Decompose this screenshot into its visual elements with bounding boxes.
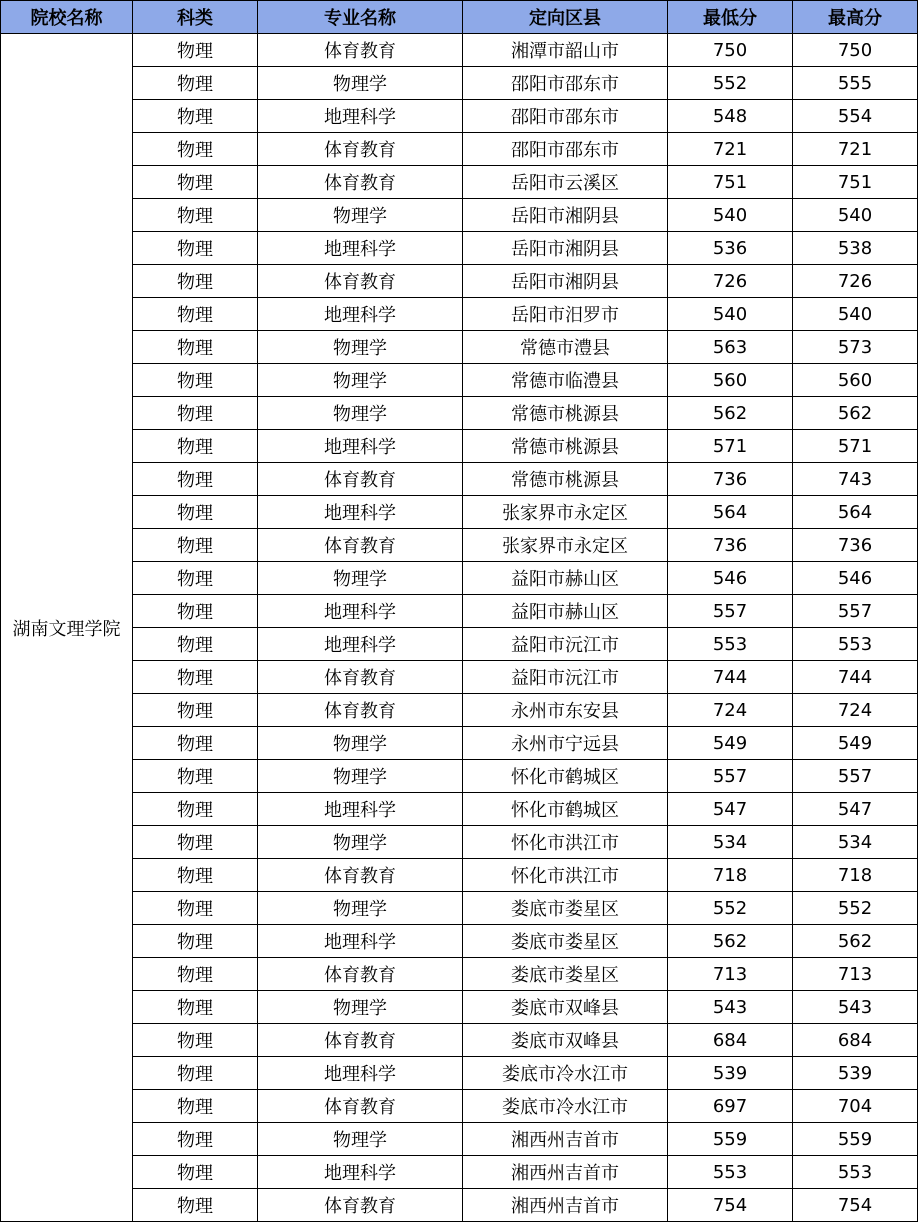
table-row <box>1 1189 918 1222</box>
major-name-cell: 物理学 <box>258 67 463 100</box>
min-score-cell: 724 <box>668 694 793 727</box>
target-district-cell: 娄底市双峰县 <box>463 1024 668 1057</box>
max-score-cell: 721 <box>793 133 918 166</box>
major-name-cell: 地理科学 <box>258 430 463 463</box>
table-row <box>1 1057 918 1090</box>
subject-category-cell: 物理 <box>133 166 258 199</box>
max-score-cell: 538 <box>793 232 918 265</box>
min-score-cell: 744 <box>668 661 793 694</box>
major-name-cell: 体育教育 <box>258 1090 463 1123</box>
table-row <box>1 991 918 1024</box>
min-score-cell: 562 <box>668 925 793 958</box>
target-district-cell: 岳阳市云溪区 <box>463 166 668 199</box>
subject-category-cell: 物理 <box>133 991 258 1024</box>
subject-category-cell: 物理 <box>133 859 258 892</box>
major-name-cell: 物理学 <box>258 727 463 760</box>
subject-category-cell: 物理 <box>133 694 258 727</box>
min-score-cell: 549 <box>668 727 793 760</box>
target-district-cell: 娄底市双峰县 <box>463 991 668 1024</box>
subject-category-cell: 物理 <box>133 892 258 925</box>
min-score-cell: 697 <box>668 1090 793 1123</box>
target-district-cell: 岳阳市湘阴县 <box>463 199 668 232</box>
major-name-cell: 体育教育 <box>258 694 463 727</box>
major-name-cell: 体育教育 <box>258 1189 463 1222</box>
table-row <box>1 595 918 628</box>
major-name-cell: 地理科学 <box>258 1156 463 1189</box>
major-name-cell: 体育教育 <box>258 1024 463 1057</box>
target-district-cell: 张家界市永定区 <box>463 529 668 562</box>
major-name-cell: 物理学 <box>258 331 463 364</box>
max-score-cell: 684 <box>793 1024 918 1057</box>
min-score-cell: 736 <box>668 529 793 562</box>
subject-category-cell: 物理 <box>133 1123 258 1156</box>
max-score-cell: 736 <box>793 529 918 562</box>
subject-category-cell: 物理 <box>133 100 258 133</box>
target-district-cell: 娄底市冷水江市 <box>463 1057 668 1090</box>
min-score-cell: 721 <box>668 133 793 166</box>
target-district-cell: 怀化市洪江市 <box>463 826 668 859</box>
max-score-cell: 553 <box>793 628 918 661</box>
subject-category-cell: 物理 <box>133 727 258 760</box>
major-name-cell: 体育教育 <box>258 859 463 892</box>
min-score-cell: 751 <box>668 166 793 199</box>
table-row <box>1 826 918 859</box>
table-row <box>1 463 918 496</box>
subject-category-cell: 物理 <box>133 67 258 100</box>
target-district-cell: 邵阳市邵东市 <box>463 133 668 166</box>
table-row <box>1 1024 918 1057</box>
major-name-cell: 地理科学 <box>258 1057 463 1090</box>
max-score-cell: 562 <box>793 925 918 958</box>
min-score-cell: 557 <box>668 595 793 628</box>
table-row <box>1 133 918 166</box>
header-subject-category: 科类 <box>133 1 258 34</box>
target-district-cell: 益阳市赫山区 <box>463 562 668 595</box>
table-row <box>1 430 918 463</box>
major-name-cell: 地理科学 <box>258 793 463 826</box>
min-score-cell: 543 <box>668 991 793 1024</box>
target-district-cell: 湘西州吉首市 <box>463 1156 668 1189</box>
target-district-cell: 邵阳市邵东市 <box>463 67 668 100</box>
table-body <box>1 34 918 1222</box>
max-score-cell: 718 <box>793 859 918 892</box>
major-name-cell: 物理学 <box>258 397 463 430</box>
table-row <box>1 562 918 595</box>
target-district-cell: 益阳市赫山区 <box>463 595 668 628</box>
target-district-cell: 常德市桃源县 <box>463 430 668 463</box>
table-row <box>1 496 918 529</box>
target-district-cell: 岳阳市湘阴县 <box>463 265 668 298</box>
table-row <box>1 1090 918 1123</box>
subject-category-cell: 物理 <box>133 958 258 991</box>
min-score-cell: 553 <box>668 1156 793 1189</box>
max-score-cell: 751 <box>793 166 918 199</box>
subject-category-cell: 物理 <box>133 232 258 265</box>
subject-category-cell: 物理 <box>133 397 258 430</box>
major-name-cell: 物理学 <box>258 760 463 793</box>
max-score-cell: 539 <box>793 1057 918 1090</box>
min-score-cell: 557 <box>668 760 793 793</box>
min-score-cell: 539 <box>668 1057 793 1090</box>
major-name-cell: 物理学 <box>258 364 463 397</box>
table-row <box>1 628 918 661</box>
target-district-cell: 湘潭市韶山市 <box>463 34 668 67</box>
table-row <box>1 793 918 826</box>
subject-category-cell: 物理 <box>133 331 258 364</box>
major-name-cell: 体育教育 <box>258 958 463 991</box>
max-score-cell: 554 <box>793 100 918 133</box>
min-score-cell: 563 <box>668 331 793 364</box>
target-district-cell: 张家界市永定区 <box>463 496 668 529</box>
max-score-cell: 560 <box>793 364 918 397</box>
min-score-cell: 534 <box>668 826 793 859</box>
max-score-cell: 704 <box>793 1090 918 1123</box>
subject-category-cell: 物理 <box>133 133 258 166</box>
major-name-cell: 物理学 <box>258 991 463 1024</box>
school-name-cell: 湖南文理学院 <box>1 34 133 1222</box>
target-district-cell: 常德市临澧县 <box>463 364 668 397</box>
major-name-cell: 体育教育 <box>258 529 463 562</box>
subject-category-cell: 物理 <box>133 199 258 232</box>
target-district-cell: 娄底市娄星区 <box>463 958 668 991</box>
min-score-cell: 571 <box>668 430 793 463</box>
table-row <box>1 331 918 364</box>
min-score-cell: 754 <box>668 1189 793 1222</box>
target-district-cell: 岳阳市汨罗市 <box>463 298 668 331</box>
table-row <box>1 892 918 925</box>
max-score-cell: 744 <box>793 661 918 694</box>
subject-category-cell: 物理 <box>133 1024 258 1057</box>
max-score-cell: 564 <box>793 496 918 529</box>
table-row <box>1 34 918 67</box>
table-header <box>1 1 918 34</box>
max-score-cell: 540 <box>793 199 918 232</box>
target-district-cell: 常德市桃源县 <box>463 397 668 430</box>
subject-category-cell: 物理 <box>133 1189 258 1222</box>
min-score-cell: 547 <box>668 793 793 826</box>
header-major-name: 专业名称 <box>258 1 463 34</box>
table-row <box>1 760 918 793</box>
min-score-cell: 548 <box>668 100 793 133</box>
min-score-cell: 560 <box>668 364 793 397</box>
major-name-cell: 体育教育 <box>258 34 463 67</box>
table-row <box>1 199 918 232</box>
min-score-cell: 562 <box>668 397 793 430</box>
min-score-cell: 713 <box>668 958 793 991</box>
table-row <box>1 232 918 265</box>
subject-category-cell: 物理 <box>133 595 258 628</box>
target-district-cell: 常德市澧县 <box>463 331 668 364</box>
major-name-cell: 地理科学 <box>258 595 463 628</box>
subject-category-cell: 物理 <box>133 463 258 496</box>
target-district-cell: 怀化市洪江市 <box>463 859 668 892</box>
subject-category-cell: 物理 <box>133 529 258 562</box>
subject-category-cell: 物理 <box>133 826 258 859</box>
table-row <box>1 694 918 727</box>
max-score-cell: 571 <box>793 430 918 463</box>
max-score-cell: 557 <box>793 760 918 793</box>
min-score-cell: 552 <box>668 892 793 925</box>
table-row <box>1 298 918 331</box>
target-district-cell: 娄底市冷水江市 <box>463 1090 668 1123</box>
max-score-cell: 562 <box>793 397 918 430</box>
max-score-cell: 724 <box>793 694 918 727</box>
subject-category-cell: 物理 <box>133 1057 258 1090</box>
major-name-cell: 地理科学 <box>258 298 463 331</box>
max-score-cell: 534 <box>793 826 918 859</box>
major-name-cell: 地理科学 <box>258 496 463 529</box>
subject-category-cell: 物理 <box>133 628 258 661</box>
table-row <box>1 661 918 694</box>
table-row <box>1 100 918 133</box>
subject-category-cell: 物理 <box>133 793 258 826</box>
max-score-cell: 547 <box>793 793 918 826</box>
table-row <box>1 727 918 760</box>
target-district-cell: 娄底市娄星区 <box>463 892 668 925</box>
max-score-cell: 543 <box>793 991 918 1024</box>
header-max-score: 最高分 <box>793 1 918 34</box>
subject-category-cell: 物理 <box>133 265 258 298</box>
min-score-cell: 536 <box>668 232 793 265</box>
header-target-district: 定向区县 <box>463 1 668 34</box>
table-row <box>1 1156 918 1189</box>
subject-category-cell: 物理 <box>133 1090 258 1123</box>
table-row <box>1 364 918 397</box>
target-district-cell: 湘西州吉首市 <box>463 1189 668 1222</box>
min-score-cell: 553 <box>668 628 793 661</box>
max-score-cell: 549 <box>793 727 918 760</box>
max-score-cell: 555 <box>793 67 918 100</box>
min-score-cell: 546 <box>668 562 793 595</box>
max-score-cell: 552 <box>793 892 918 925</box>
subject-category-cell: 物理 <box>133 760 258 793</box>
target-district-cell: 岳阳市湘阴县 <box>463 232 668 265</box>
max-score-cell: 750 <box>793 34 918 67</box>
subject-category-cell: 物理 <box>133 496 258 529</box>
subject-category-cell: 物理 <box>133 298 258 331</box>
major-name-cell: 物理学 <box>258 892 463 925</box>
table-row <box>1 958 918 991</box>
min-score-cell: 559 <box>668 1123 793 1156</box>
subject-category-cell: 物理 <box>133 1156 258 1189</box>
min-score-cell: 540 <box>668 199 793 232</box>
major-name-cell: 物理学 <box>258 1123 463 1156</box>
major-name-cell: 体育教育 <box>258 133 463 166</box>
max-score-cell: 557 <box>793 595 918 628</box>
max-score-cell: 713 <box>793 958 918 991</box>
min-score-cell: 684 <box>668 1024 793 1057</box>
min-score-cell: 552 <box>668 67 793 100</box>
max-score-cell: 553 <box>793 1156 918 1189</box>
major-name-cell: 物理学 <box>258 199 463 232</box>
table-row <box>1 397 918 430</box>
subject-category-cell: 物理 <box>133 562 258 595</box>
max-score-cell: 573 <box>793 331 918 364</box>
subject-category-cell: 物理 <box>133 34 258 67</box>
table-row <box>1 529 918 562</box>
max-score-cell: 726 <box>793 265 918 298</box>
major-name-cell: 地理科学 <box>258 100 463 133</box>
target-district-cell: 怀化市鹤城区 <box>463 793 668 826</box>
min-score-cell: 736 <box>668 463 793 496</box>
major-name-cell: 体育教育 <box>258 265 463 298</box>
major-name-cell: 地理科学 <box>258 925 463 958</box>
min-score-cell: 564 <box>668 496 793 529</box>
subject-category-cell: 物理 <box>133 364 258 397</box>
major-name-cell: 地理科学 <box>258 628 463 661</box>
table-row <box>1 265 918 298</box>
subject-category-cell: 物理 <box>133 925 258 958</box>
min-score-cell: 750 <box>668 34 793 67</box>
table-row <box>1 67 918 100</box>
major-name-cell: 地理科学 <box>258 232 463 265</box>
header-school-name: 院校名称 <box>1 1 133 34</box>
target-district-cell: 怀化市鹤城区 <box>463 760 668 793</box>
table-row <box>1 925 918 958</box>
target-district-cell: 常德市桃源县 <box>463 463 668 496</box>
target-district-cell: 益阳市沅江市 <box>463 661 668 694</box>
target-district-cell: 娄底市娄星区 <box>463 925 668 958</box>
table-row <box>1 166 918 199</box>
min-score-cell: 726 <box>668 265 793 298</box>
target-district-cell: 湘西州吉首市 <box>463 1123 668 1156</box>
target-district-cell: 永州市东安县 <box>463 694 668 727</box>
max-score-cell: 743 <box>793 463 918 496</box>
max-score-cell: 559 <box>793 1123 918 1156</box>
max-score-cell: 754 <box>793 1189 918 1222</box>
subject-category-cell: 物理 <box>133 661 258 694</box>
target-district-cell: 永州市宁远县 <box>463 727 668 760</box>
target-district-cell: 益阳市沅江市 <box>463 628 668 661</box>
table-row <box>1 1123 918 1156</box>
min-score-cell: 718 <box>668 859 793 892</box>
major-name-cell: 体育教育 <box>258 166 463 199</box>
major-name-cell: 物理学 <box>258 562 463 595</box>
major-name-cell: 体育教育 <box>258 463 463 496</box>
major-name-cell: 物理学 <box>258 826 463 859</box>
target-district-cell: 邵阳市邵东市 <box>463 100 668 133</box>
max-score-cell: 546 <box>793 562 918 595</box>
min-score-cell: 540 <box>668 298 793 331</box>
subject-category-cell: 物理 <box>133 430 258 463</box>
max-score-cell: 540 <box>793 298 918 331</box>
major-name-cell: 体育教育 <box>258 661 463 694</box>
header-row <box>1 1 918 34</box>
header-min-score: 最低分 <box>668 1 793 34</box>
table-row <box>1 859 918 892</box>
